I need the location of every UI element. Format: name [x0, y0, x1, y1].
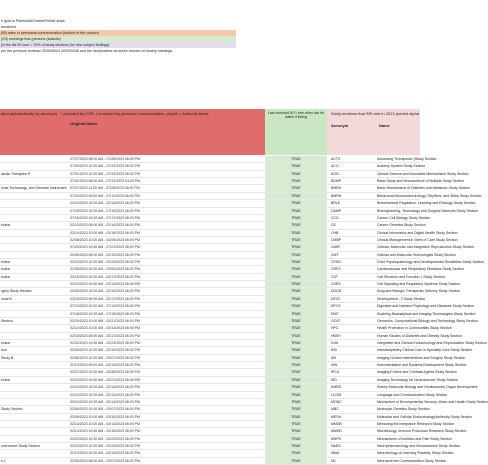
row-name-cell[interactable]: Language and Communication Study Section	[377, 392, 448, 397]
table-row[interactable]	[0, 296, 426, 303]
row-date-cell[interactable]: 02/22/2023 10:00 AM - 02/23/2023 06:00 PM	[70, 436, 140, 441]
row-date-cell[interactable]: 07/18/2023 10:00 AM - 07/19/2023 06:00 PM	[70, 208, 140, 213]
row-date-cell[interactable]: 02/13/2023 09:00 AM - 02/14/2023 06:00 PM	[70, 223, 140, 228]
row-acronym-cell[interactable]: MMDB	[331, 421, 342, 426]
table-row[interactable]	[0, 392, 448, 399]
row-flag-cell[interactable]: TRUE	[265, 399, 327, 405]
row-flag-cell[interactable]: TRUE	[265, 259, 327, 265]
row-acronym-cell[interactable]: CMBP	[331, 237, 342, 242]
row-date-cell[interactable]: 07/16/2023 10:00 AM - 07/17/2023 06:00 PM	[70, 215, 140, 220]
row-date-cell[interactable]: 02/08/2023 10:00 AM - 02/09/2023 06:00 PM	[70, 237, 140, 242]
row-flag-cell[interactable]: TRUE	[265, 208, 327, 214]
row-acronym-cell[interactable]: IPCA	[331, 370, 340, 375]
row-flag-cell[interactable]: TRUE	[265, 311, 327, 317]
row-flag-cell[interactable]: TRUE	[265, 163, 327, 169]
row-acronym-cell[interactable]: NBIA	[331, 451, 340, 456]
row-date-cell[interactable]: 02/23/2023 10:00 AM - 02/24/2023 06:00 PM	[70, 444, 140, 449]
row-name-cell[interactable]: Enabling Bioanalytical and Imaging Technologies Study Section	[377, 311, 476, 316]
row-date-cell[interactable]: 02/14/2023 10:00 AM - 02/15/2023 06:00 PM	[70, 429, 140, 434]
row-name-cell[interactable]: Advancing Therapeutic (Study Section	[377, 157, 437, 161]
row-left-cell[interactable]: ional B	[1, 296, 12, 301]
row-acronym-cell[interactable]: DEV2	[331, 296, 341, 301]
table-row[interactable]	[0, 222, 426, 229]
row-flag-cell[interactable]: TRUE	[265, 318, 327, 324]
row-name-cell[interactable]: Cancer Cell Biology Study Section	[377, 215, 431, 220]
row-date-cell[interactable]: 02/20/2023 10:00 AM - 02/21/2023 06:00 PM	[70, 318, 140, 323]
row-name-cell[interactable]: Cellular, Molecular and Integrative Reproduction Study Section	[377, 245, 475, 250]
row-date-cell[interactable]: 02/13/2023 10:00 AM - 02/14/2023 06:00 PM	[70, 399, 140, 404]
row-name-cell[interactable]: Integrative and Clinical Endocrinology and Reproduction Study Section	[377, 340, 487, 345]
table-row[interactable]	[0, 185, 471, 192]
row-acronym-cell[interactable]: CCG	[331, 215, 339, 220]
table-row[interactable]	[0, 377, 459, 384]
row-left-cell[interactable]: Study Section	[1, 407, 23, 412]
table-row[interactable]	[0, 200, 476, 207]
row-flag-cell[interactable]: TRUE	[265, 244, 327, 250]
row-flag-cell[interactable]: TRUE	[265, 443, 327, 449]
table-row[interactable]	[0, 318, 478, 325]
note-line-green[interactable]: (ISI) meetings that (persons (statistic)	[0, 36, 236, 42]
row-name-cell[interactable]: Cellular and Molecular Technologies Study Section	[377, 252, 456, 257]
note-line[interactable]: per the previous reviews/ 2020/06/24 2020/03/08 and the new/positive structure reunion of closely meetings	[1, 49, 173, 53]
row-acronym-cell[interactable]: CMIR	[331, 245, 340, 250]
row-acronym-cell[interactable]: EBIT	[331, 311, 339, 316]
table-body	[0, 156, 488, 465]
row-name-cell[interactable]: Clinical Informatics and Digital Health Study Section	[377, 230, 458, 235]
table-row[interactable]	[0, 428, 467, 435]
table-row[interactable]	[0, 355, 466, 362]
row-date-cell[interactable]: 02/09/2023 10:00 AM - 02/10/2023 06:00 PM	[70, 289, 140, 294]
header-right-title: Study sections that SRI met in 2023 (sorted alpha	[331, 111, 420, 116]
row-left-cell[interactable]: ection	[1, 223, 11, 228]
row-left-cell[interactable]: ional Technology, and Genome Instrument	[1, 186, 67, 191]
row-date-cell[interactable]: 02/13/2023 10:00 AM - 02/14/2023 06:00 PM	[70, 451, 140, 456]
row-date-cell[interactable]: 02/20/2023 10:00 AM - 02/21/2023 06:00 PM	[70, 377, 140, 382]
row-left-cell[interactable]: overnance Study Section	[1, 444, 40, 449]
row-date-cell[interactable]: 02/06/2023 08:00 AM - 02/07/2023 06:00 PM	[70, 458, 140, 463]
row-name-cell[interactable]: Bioengineering, Technology and Surgical Sciences Study Section	[377, 208, 479, 213]
row-acronym-cell[interactable]: ICIB	[331, 340, 338, 345]
row-date-cell[interactable]: 07/18/2023 10:00 AM - 07/19/2023 06:00 PM	[70, 311, 140, 316]
row-flag-cell[interactable]: TRUE	[265, 288, 327, 294]
table-header	[0, 109, 420, 155]
row-flag-cell[interactable]: TRUE	[265, 355, 327, 361]
row-date-cell[interactable]: 07/30/2023 10:00 AM - 07/31/2023 06:00 PM	[70, 164, 140, 169]
row-name-cell[interactable]: Auditory System Study Section	[377, 164, 426, 169]
row-date-cell[interactable]: 02/13/2023 10:00 AM - 02/14/2023 06:00 PM	[70, 201, 140, 206]
row-date-cell[interactable]: 02/23/2023 10:00 AM - 02/24/2023 06:00 PM	[70, 260, 140, 265]
row-flag-cell[interactable]: TRUE	[265, 340, 327, 346]
row-acronym-cell[interactable]: BMRH	[331, 193, 342, 198]
row-name-cell[interactable]: Clinical Management in Stem of Care Study Section	[377, 237, 458, 242]
row-flag-cell[interactable]: TRUE	[265, 333, 327, 339]
row-date-cell[interactable]: 02/06/2023 10:00 AM - 02/07/2023 06:00 PM	[70, 407, 140, 412]
row-acronym-cell[interactable]: NAED	[331, 444, 341, 449]
row-flag-cell[interactable]: TRUE	[265, 185, 327, 191]
row-date-cell[interactable]: 02/09/2023 10:00 AM - 02/10/2023 06:00 PM	[70, 414, 140, 419]
row-name-cell[interactable]: Digestive and Nutrient Physiology and Diseases Study Section	[377, 304, 475, 309]
row-date-cell[interactable]: 07/13/2023 10:00 AM - 07/14/2023 06:00 PM	[70, 304, 140, 309]
row-date-cell[interactable]: 02/16/2023 08:00 AM - 02/17/2023 06:00 PM	[70, 333, 140, 338]
row-date-cell[interactable]: 07/20/2023 10:00 AM - 07/21/2023 06:00 PM	[70, 245, 140, 250]
row-left-cell[interactable]: Section	[1, 318, 13, 323]
row-date-cell[interactable]: 02/16/2023 10:00 AM - 02/17/2023 06:00 PM	[70, 274, 140, 279]
row-name-cell[interactable]: Behavioral Neuroendocrinology, Rhythms, and Sleep Study Section	[377, 193, 482, 198]
row-date-cell[interactable]: 02/22/2023 10:00 AM - 02/23/2023 06:00 PM	[70, 340, 140, 345]
table-row[interactable]	[0, 163, 426, 170]
row-flag-cell[interactable]: TRUE	[265, 281, 327, 287]
table-row[interactable]	[0, 340, 487, 347]
row-acronym-cell[interactable]: IMI	[331, 355, 336, 360]
table-row[interactable]	[0, 362, 467, 369]
row-name-cell[interactable]: Molecular and Cellular Endocrinology/Antibody Study Section	[377, 414, 473, 419]
row-date-cell[interactable]: 02/06/2023 10:00 AM - 02/07/2023 06:00 PM	[70, 355, 140, 360]
row-date-cell[interactable]: 02/14/2023 10:00 AM - 02/15/2023 06:00 PM	[70, 230, 140, 235]
row-acronym-cell[interactable]: BMBH	[331, 186, 342, 191]
row-acronym-cell[interactable]: HBSH	[331, 333, 341, 338]
row-acronym-cell[interactable]: CAMP	[331, 208, 342, 213]
header-left-title: ated alphabetically by acronym) - * provided by CSR, ‡ provided by personal communication, purple = Antibody items	[1, 111, 209, 116]
note-line[interactable]: h goal to Panels/Ad/Grants/Fellow ships	[1, 19, 65, 23]
row-date-cell[interactable]: 02/16/2023 09:00 AM - 02/17/2023 06:00 PM	[70, 296, 140, 301]
row-flag-cell[interactable]: TRUE	[265, 377, 327, 383]
row-flag-cell[interactable]: TRUE	[265, 436, 327, 442]
table-row[interactable]	[0, 178, 465, 185]
note-line-lavender[interactable]: (in the list 50 core = 20% of study sections (for new subject findings)	[0, 42, 236, 48]
table-row[interactable]	[0, 244, 475, 251]
row-left-cell[interactable]: ection	[1, 260, 11, 265]
row-acronym-cell[interactable]: CPDD	[331, 260, 341, 265]
table-row[interactable]	[0, 399, 488, 406]
table-row[interactable]	[0, 252, 456, 259]
row-acronym-cell[interactable]: BRLE	[331, 201, 341, 206]
header-original-dates: Original Dates	[70, 121, 98, 126]
row-left-cell[interactable]: abolic Therapies R	[1, 171, 31, 176]
row-acronym-cell[interactable]: KMBD	[331, 385, 342, 390]
row-name-cell[interactable]: Basic Study and Neuroscience of Multiple Study Section	[377, 179, 465, 184]
table-row[interactable]	[0, 274, 445, 281]
row-flag-cell[interactable]: TRUE	[265, 325, 327, 331]
row-flag-cell[interactable]: TRUE	[265, 347, 327, 353]
table-row[interactable]	[0, 443, 461, 450]
row-date-cell[interactable]: 02/13/2023 10:00 AM - 02/14/2023 06:00 PM	[70, 421, 140, 426]
row-date-cell[interactable]: 02/13/2023 10:00 AM - 02/14/2023 06:00 PM	[70, 326, 140, 331]
row-flag-cell[interactable]: TRUE	[265, 178, 327, 184]
table-row[interactable]	[0, 281, 461, 288]
row-name-cell[interactable]: Child Psychopathology and Developmental Disabilities Study Section	[377, 260, 485, 265]
row-acronym-cell[interactable]: MBC	[331, 407, 339, 412]
table-row[interactable]	[0, 347, 473, 354]
row-acronym-cell[interactable]: CSRS	[331, 282, 341, 287]
row-acronym-cell[interactable]: DDOD	[331, 289, 342, 294]
row-flag-cell[interactable]: TRUE	[265, 428, 327, 434]
row-flag-cell[interactable]: TRUE	[265, 171, 327, 177]
row-acronym-cell[interactable]: BDMP	[331, 179, 342, 184]
row-acronym-cell[interactable]: MESH	[331, 414, 342, 419]
row-acronym-cell[interactable]: NC	[331, 458, 337, 463]
row-name-cell[interactable]: Microbiology, Immune Protozoan Research Study Section	[377, 429, 467, 434]
row-name-cell[interactable]: Human Studies of Diabetes and Obesity Study Section	[377, 333, 462, 338]
notes-area	[0, 0, 420, 60]
row-name-cell[interactable]: Imaging Guided Interventions and Surgery Study Section	[377, 355, 466, 360]
row-flag-cell[interactable]: TRUE	[265, 215, 327, 221]
row-name-cell[interactable]: Clinical Science and Innovative Mechanisms Study Section	[377, 171, 469, 176]
note-line[interactable]	[0, 54, 420, 60]
row-date-cell[interactable]: 07/27/2023 08:00 AM - 07/28/2023 06:00 PM	[70, 157, 140, 161]
table-row[interactable]	[0, 436, 452, 443]
header-flag-cell[interactable]	[265, 109, 327, 155]
table-row[interactable]	[0, 384, 478, 391]
row-name-cell[interactable]: Imaging Probes and Contrast Agents Study Section	[377, 370, 457, 375]
row-left-cell[interactable]: rgery Study Section	[1, 289, 32, 294]
row-name-cell[interactable]: Cancer Genetics Study Section	[377, 223, 426, 228]
row-flag-cell[interactable]: TRUE	[265, 303, 327, 309]
row-name-cell[interactable]: Cell Structure and Function 1 Study Section	[377, 274, 445, 279]
row-name-cell[interactable]: Kidney Molecular Biology and Genitourinary Organ Development	[377, 385, 478, 390]
row-name-cell[interactable]: Imaging Technology for Neuroscience Study Section	[377, 377, 459, 382]
row-acronym-cell[interactable]: ACTS	[331, 157, 341, 161]
row-date-cell[interactable]: 02/09/2023 10:00 AM - 02/10/2023 06:00 PM	[70, 348, 140, 353]
table-row[interactable]	[0, 414, 473, 421]
row-name-cell[interactable]: Mechanism of Developmental Sensory, Motor and Health Study Section	[377, 399, 488, 404]
row-name-cell[interactable]: Cell Signaling and Regulatory Systems Study Section	[377, 282, 461, 287]
row-flag-cell[interactable]: TRUE	[265, 296, 327, 302]
header-flag-label: Last checked 5/?? see other tab for dates if listing	[267, 111, 325, 120]
row-name-cell[interactable]: Neurobiology of Learning Plasticity Study Section	[377, 451, 454, 456]
row-acronym-cell[interactable]: HPC	[331, 326, 339, 331]
row-left-cell[interactable]: ection	[1, 340, 11, 345]
row-name-cell[interactable]: Development - 2 Study Section	[377, 296, 426, 301]
table-row[interactable]	[0, 369, 457, 376]
row-date-cell[interactable]: 02/13/2023 09:00 AM - 02/14/2023 06:00 PM	[70, 363, 140, 368]
row-acronym-cell[interactable]: CHB	[331, 230, 339, 235]
row-date-cell[interactable]: 07/27/2023 11:00 AM - 07/28/2023 06:00 PM	[70, 186, 140, 191]
row-date-cell[interactable]: 07/10/2023 09:00 AM - 07/11/2023 06:00 PM	[70, 193, 140, 198]
table-row[interactable]	[0, 311, 476, 318]
table-row[interactable]	[0, 230, 458, 237]
table-row[interactable]	[0, 450, 454, 457]
row-acronym-cell[interactable]: DPVS	[331, 304, 341, 309]
row-acronym-cell[interactable]: GCAT	[331, 318, 341, 323]
row-flag-cell[interactable]: TRUE	[265, 274, 327, 280]
row-flag-cell[interactable]: TRUE	[265, 450, 327, 456]
table-row[interactable]	[0, 325, 452, 332]
row-acronym-cell[interactable]: IHD	[331, 348, 338, 353]
note-line[interactable]: ansition/s	[1, 25, 17, 29]
row-name-cell[interactable]: Biobehavioral Regulation, Learning and Ethology Study Section	[377, 201, 476, 206]
table-row[interactable]	[0, 193, 482, 200]
row-date-cell[interactable]: 02/13/2023 10:00 AM - 02/14/2023 06:00 PM	[70, 282, 140, 287]
row-name-cell[interactable]: Health Promotion in Communities Study Section	[377, 326, 452, 331]
row-name-cell[interactable]: Instrumentation and Systems Development Study Section	[377, 363, 467, 368]
row-left-cell[interactable]: Study B	[1, 355, 14, 360]
row-flag-cell[interactable]: TRUE	[265, 237, 327, 243]
row-acronym-cell[interactable]: MMDD	[331, 429, 342, 434]
row-name-cell[interactable]: Mentoring the Integrative Research Study Section	[377, 421, 455, 426]
row-acronym-cell[interactable]: MNPS	[331, 436, 342, 441]
row-date-cell[interactable]: 02/13/2023 10:00 AM - 02/14/2023 06:00 PM	[70, 385, 140, 390]
header-acronym: Acronym	[331, 123, 349, 128]
row-name-cell[interactable]: Drug and Biologic Therapeutic Delivery Study Section	[377, 289, 461, 294]
row-name-cell[interactable]: Neuroscience Communication Study Section	[377, 458, 447, 463]
table-row[interactable]	[0, 237, 458, 244]
row-date-cell[interactable]: 02/08/2023 10:00 AM - 02/09/2023 06:00 PM	[70, 267, 140, 272]
row-name-cell[interactable]: Genomics, Computational Biology and Technology Study Section	[377, 318, 478, 323]
row-acronym-cell[interactable]: INN	[331, 363, 338, 368]
row-date-cell[interactable]: 02/13/2023 10:00 AM - 02/14/2023 06:00 PM	[70, 392, 140, 397]
header-left-cell[interactable]	[0, 109, 265, 155]
row-acronym-cell[interactable]: CRFS	[331, 267, 341, 272]
row-left-cell[interactable]: ection	[1, 377, 11, 382]
row-acronym-cell[interactable]: ISD	[331, 377, 337, 382]
row-acronym-cell[interactable]: CMT	[331, 252, 339, 257]
row-left-cell[interactable]: ection	[1, 267, 11, 272]
row-name-cell[interactable]: Cardiovascular and Respiratory Diseases Study Section	[377, 267, 464, 272]
table-row[interactable]	[0, 156, 437, 163]
header-name: Name	[379, 123, 390, 128]
table-row[interactable]	[0, 458, 447, 465]
row-flag-cell[interactable]: TRUE	[265, 222, 327, 228]
row-flag-cell[interactable]: TRUE	[265, 362, 327, 368]
row-name-cell[interactable]: Basic Mechanisms of Diabetes and Metabolic Study Section	[377, 186, 471, 191]
row-flag-cell[interactable]: TRUE	[265, 266, 327, 272]
row-left-cell[interactable]: tion	[1, 348, 7, 353]
row-date-cell[interactable]: 02/09/2023 09:00 AM - 02/10/2023 06:00 PM	[70, 252, 140, 257]
row-acronym-cell[interactable]: CST	[331, 274, 338, 279]
row-flag-cell[interactable]: TRUE	[265, 384, 327, 390]
row-acronym-cell[interactable]: AOIC	[331, 171, 340, 176]
table-row[interactable]	[0, 215, 431, 222]
table-row[interactable]	[0, 171, 469, 178]
row-acronym-cell[interactable]: ACO	[331, 164, 339, 169]
row-left-cell[interactable]: n 1	[1, 458, 6, 463]
row-name-cell[interactable]: Mechanisms of Nutrition and Pain Study Section	[377, 436, 452, 441]
table-row[interactable]	[0, 259, 485, 266]
row-flag-cell[interactable]: TRUE	[265, 458, 327, 464]
row-flag-cell[interactable]: TRUE	[265, 200, 327, 206]
row-date-cell[interactable]: 07/31/2023 08:00 AM - 07/31/2023 04:00 PM	[70, 179, 140, 184]
table-row[interactable]	[0, 288, 461, 295]
row-flag-cell[interactable]: TRUE	[265, 156, 327, 162]
header-right-cell[interactable]	[327, 109, 420, 155]
row-flag-cell[interactable]: TRUE	[265, 406, 327, 412]
row-flag-cell[interactable]: TRUE	[265, 421, 327, 427]
row-acronym-cell[interactable]: MONC	[331, 399, 342, 404]
table-row[interactable]	[0, 208, 479, 215]
row-left-cell[interactable]: ection	[1, 274, 11, 279]
table-row[interactable]	[0, 266, 464, 273]
table-row[interactable]	[0, 333, 462, 340]
table-row[interactable]	[0, 421, 455, 428]
note-line-peach[interactable]: (IB) rates or persoanal communication (bottom of the column)	[0, 30, 236, 36]
row-flag-cell[interactable]: TRUE	[265, 414, 327, 420]
row-name-cell[interactable]: Neuropharmacology and Neuroscience Study Section	[377, 444, 461, 449]
row-flag-cell[interactable]: TRUE	[265, 369, 327, 375]
row-flag-cell[interactable]: TRUE	[265, 392, 327, 398]
row-acronym-cell[interactable]: LCOM	[331, 392, 342, 397]
table-row[interactable]	[0, 406, 430, 413]
row-date-cell[interactable]: 02/27/2023 10:00 AM - 02/28/2023 06:00 PM	[70, 370, 140, 375]
row-name-cell[interactable]: Molecular Genetics Study Section	[377, 407, 430, 412]
row-name-cell[interactable]: Interdisciplinary Clinical Care in Specialty Care Study Section	[377, 348, 473, 353]
row-date-cell[interactable]: 07/31/2023 10:00 AM - 07/31/2023 06:00 PM	[70, 171, 140, 176]
row-flag-cell[interactable]: TRUE	[265, 252, 327, 258]
row-acronym-cell[interactable]: CE	[331, 223, 336, 228]
row-flag-cell[interactable]: TRUE	[265, 193, 327, 199]
table-row[interactable]	[0, 303, 475, 310]
row-flag-cell[interactable]: TRUE	[265, 230, 327, 236]
